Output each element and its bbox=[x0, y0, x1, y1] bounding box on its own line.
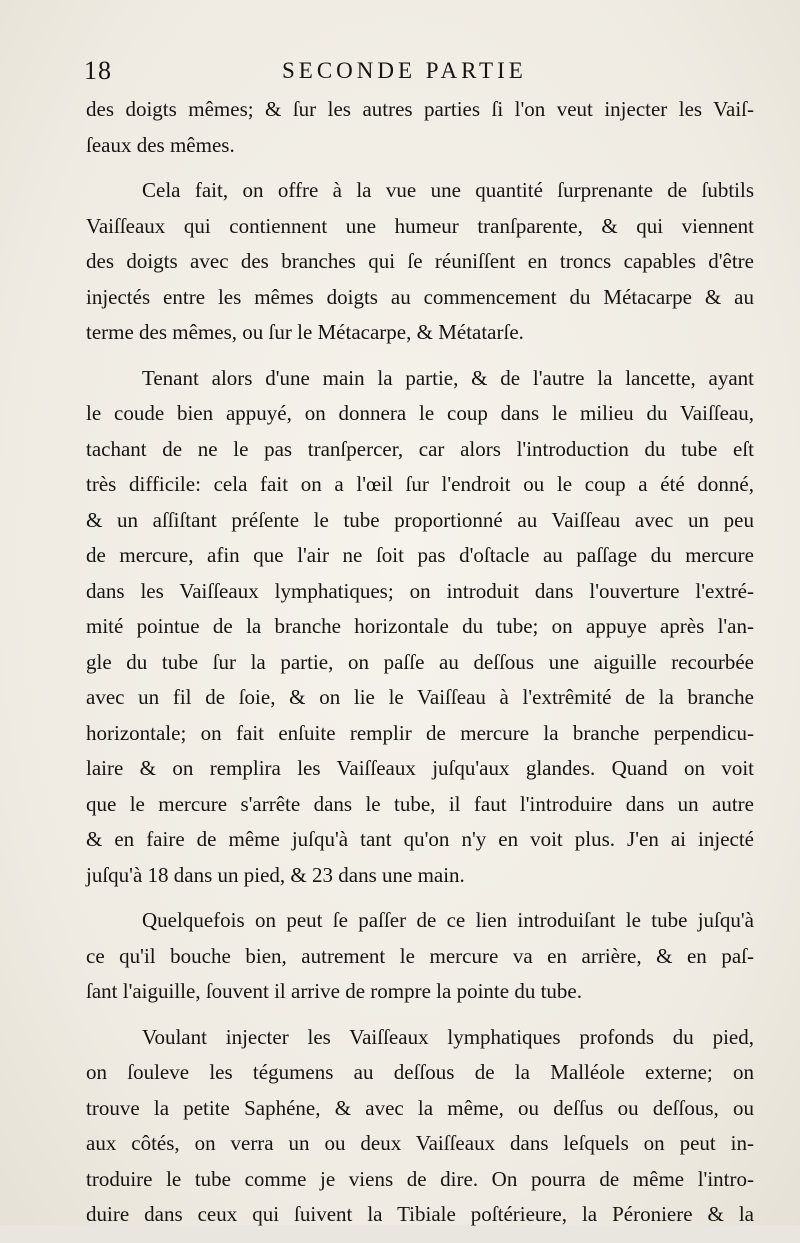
text-line: ſant l'aiguille, ſouvent il arrive de rompre la pointe du tube. bbox=[86, 979, 582, 1003]
text-line: de mercure, afin que l'air ne ſoit pas d'oſtacle au paſſage du mercure bbox=[86, 543, 754, 567]
text-line: des doigts avec des branches qui ſe réuniſſent en troncs capables d'être bbox=[86, 249, 754, 273]
paragraph bbox=[86, 92, 754, 163]
running-head: SECONDE PARTIE bbox=[282, 58, 527, 83]
text-line: aux côtés, on verra un ou deux Vaiſſeaux dans leſquels on peut in- bbox=[86, 1131, 754, 1155]
text-line: troduire le tube comme je viens de dire. On pourra de même l'intro- bbox=[86, 1166, 754, 1191]
text-line: Vaiſſeaux qui contiennent une humeur tranſparente, & qui viennent bbox=[86, 213, 754, 238]
body-text bbox=[86, 92, 754, 1243]
text-line: terme des mêmes, ou ſur le Métacarpe, & Métatarſe. bbox=[86, 320, 524, 344]
text-line: tachant de ne le pas tranſpercer, car alors l'introduction du tube eſt bbox=[86, 436, 754, 461]
text-line: ſeaux des mêmes. bbox=[86, 132, 235, 157]
text-line: gle du tube ſur la partie, on paſſe au deſſous une aiguille recourbée bbox=[86, 649, 754, 674]
text-line: Voulant injecter les Vaiſſeaux lymphatiques profonds du pied, bbox=[142, 1024, 754, 1049]
text-line: & un aſſiſtant préſente le tube proportionné au Vaiſſeau avec un peu bbox=[86, 507, 754, 532]
text-line: injectés entre les mêmes doigts au commencement du Métacarpe & au bbox=[86, 284, 754, 309]
text-line: Quelquefois on peut ſe paſſer de ce lien introduiſant le tube juſqu'à bbox=[142, 908, 754, 932]
text-line: avec un fil de ſoie, & on lie le Vaiſſeau à l'extrêmité de la branche bbox=[86, 685, 754, 709]
page-header bbox=[84, 56, 740, 90]
text-line: des doigts mêmes; & ſur les autres parties ſi l'on veut injecter les Vaiſ- bbox=[86, 97, 754, 121]
text-line: horizontale; on fait enſuite remplir de mercure la branche perpendicu- bbox=[86, 720, 754, 745]
text-line: duire dans ceux qui ſuivent la Tibiale poſtérieure, la Péroniere & la bbox=[86, 1202, 754, 1226]
text-line: trouve la petite Saphéne, & avec la même, ou deſſus ou deſſous, ou bbox=[86, 1095, 754, 1120]
text-line: ce qu'il bouche bien, autrement le mercure va en arrière, & en paſ- bbox=[86, 943, 754, 968]
page-number: 18 bbox=[84, 56, 112, 85]
text-line: dans les Vaiſſeaux lymphatiques; on introduit dans l'ouverture l'extré- bbox=[86, 578, 754, 603]
text-line: Cela fait, on offre à la vue une quantité ſurprenante de ſubtils bbox=[142, 178, 754, 202]
text-line: juſqu'à 18 dans un pied, & 23 dans une main. bbox=[86, 862, 465, 887]
paragraph bbox=[86, 903, 754, 1010]
paragraph bbox=[86, 1020, 754, 1233]
paragraph bbox=[86, 173, 754, 351]
text-line: mité pointue de la branche horizontale du tube; on appuye après l'an- bbox=[86, 614, 754, 638]
text-line: que le mercure s'arrête dans le tube, il faut l'introduire dans un autre bbox=[86, 791, 754, 816]
text-line: laire & on remplira les Vaiſſeaux juſqu'aux glandes. Quand on voit bbox=[86, 756, 754, 780]
paragraph bbox=[86, 361, 754, 894]
text-line: on ſouleve les tégumens au deſſous de la Malléole externe; on bbox=[86, 1060, 754, 1084]
text-line: & en faire de même juſqu'à tant qu'on n'y en voit plus. J'en ai injecté bbox=[86, 827, 754, 851]
text-line: Tenant alors d'une main la partie, & de l'autre la lancette, ayant bbox=[142, 365, 754, 390]
text-line: très difficile: cela fait on a l'œil ſur l'endroit ou le coup a été donné, bbox=[86, 472, 754, 496]
text-line: le coude bien appuyé, on donnera le coup dans le milieu du Vaiſſeau, bbox=[86, 401, 754, 425]
